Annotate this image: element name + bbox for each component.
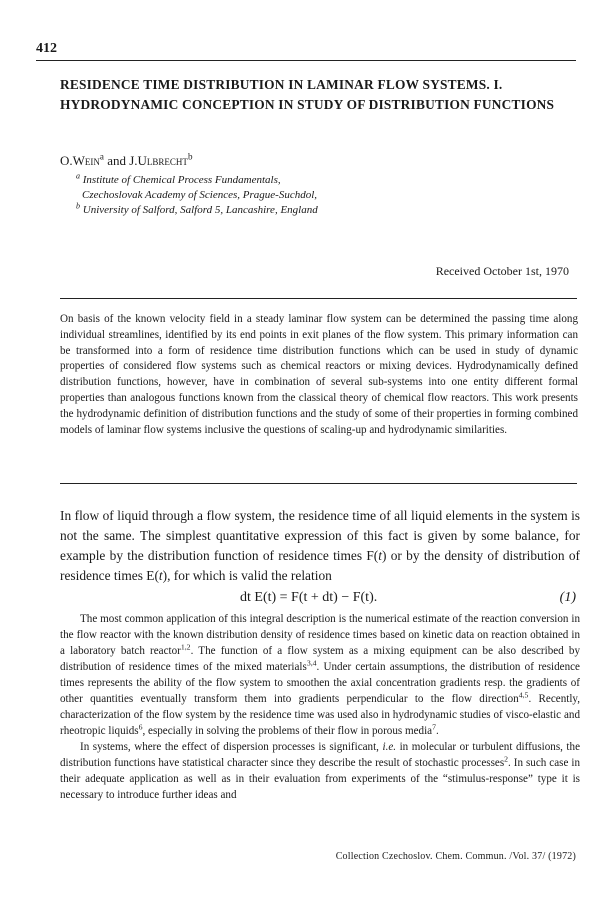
p1-text-a: The most common application of this integral description is the numerical estimate of the reaction conversion in the flow reactor with the known distribution density of residence times based on kinetic data on reaction obtained in a laboratory batch reactor <box>60 613 580 657</box>
journal-footer: Collection Czechoslov. Chem. Commun. /Vol. 37/ (1972) <box>335 851 576 862</box>
intro-var-2: t <box>158 568 163 583</box>
p2-ie: i.e. <box>382 741 397 753</box>
affiliation-a-line1: Institute of Chemical Process Fundamentals, <box>82 174 281 186</box>
author-wein: O.Wein <box>60 153 100 168</box>
affiliation-b-mark: b <box>76 200 80 210</box>
received-date: Received October 1st, 1970 <box>435 264 569 278</box>
author-wein-mark: a <box>99 151 104 162</box>
p2-ref-1: 2 <box>504 754 509 764</box>
abstract-bottom-rule <box>60 483 577 484</box>
p1-text-f: . <box>435 725 439 737</box>
p1-text-d: . Recently, characterization of the flow system by the residence time was used also in hydrodynamic studies of visco-elastic and rheotropic liquids <box>60 693 581 737</box>
p1-ref-3: 4,5 <box>518 690 529 700</box>
intro-text-3: ), for which is valid the relation <box>162 568 332 583</box>
body-paragraph-1 <box>60 611 580 739</box>
affiliations <box>76 173 556 217</box>
p2-text-a: In systems, where the effect of dispersion processes is significant, <box>80 741 383 753</box>
intro-paragraph <box>60 506 580 586</box>
equation-expression: dt E(t) = F(t + dt) − F(t). <box>240 590 378 605</box>
article-title: RESIDENCE TIME DISTRIBUTION IN LAMINAR FLOW SYSTEMS. I. HYDRODYNAMIC CONCEPTION IN STUDY OF DISTRIBUTION FUNCTIONS <box>60 77 555 112</box>
p1-ref-4: 6 <box>138 722 143 732</box>
equation-1 <box>0 590 600 612</box>
author-ulbrecht-mark: b <box>187 151 193 162</box>
abstract-top-rule <box>60 298 577 299</box>
author-ulbrecht: J.Ulbrecht <box>129 153 188 168</box>
p1-ref-5: 7 <box>432 722 436 732</box>
abstract: On basis of the known velocity field in a steady laminar flow system can be determined the passing time along individual streamlines, identified by its end points in exit planes of the flow system. This primary information can be transformed into a form of residence time distribution functions which can be used in study of dynamic properties of considered flow systems such as chemical reactors or mixing devices. Hydrodynamically defined distribution functions, however, have in combination of several sub-systems into one entity different formal properties than analogous functions known from the classical theory of chemical flow reactors. This work presents the hydrodynamic definition of distribution functions and the study of some of their properties in forming combined models of laminar flow systems inclusive the questions of scaling-up and hydrodynamic similarities. <box>60 313 578 436</box>
page-number: 412 <box>36 41 57 56</box>
intro-var-1: t <box>378 548 382 563</box>
p2-text-b: in molecular or turbulent diffusions, the distribution functions have statistical character since they describe the result of stochastic processes <box>60 741 580 769</box>
affiliation-a <box>76 173 556 188</box>
p1-text-c: . Under certain assumptions, the distribution of residence times represents the ability of the flow system to smoothen the axial concentration gradients resp. the gradients of other quantities eventually transform them into gradients perpendicular to the flow direction <box>60 661 580 705</box>
body-paragraph-2 <box>60 739 580 803</box>
p2-text-c: . In such case in their adequate application as well as in their evaluation from experiments of the “stimulus-response” type it is necessary to introduce further ideas and <box>60 757 580 801</box>
affiliation-b-line: University of Salford, Salford 5, Lancashire, England <box>82 203 318 216</box>
author-conjunction: and <box>107 153 126 168</box>
header-rule <box>36 60 576 61</box>
affiliation-a-cont: Czechoslovak Academy of Sciences, Prague-Suchdol, <box>82 188 318 201</box>
author-line <box>60 153 192 169</box>
p1-ref-1: 1,2 <box>180 642 191 652</box>
p1-text-b: . The function of a flow system as a mixing equipment can be also described by distribution of residence times of the mixed materials <box>60 645 580 673</box>
equation-number: (1) <box>559 590 576 605</box>
p1-text-e: , especially in solving the problems of their flow in porous media <box>142 725 433 737</box>
intro-text-1: In flow of liquid through a flow system, the residence time of all liquid elements in the system is not the same. The simplest quantitative expression of this fact is given by some balance, for example by the distribution function of residence times F( <box>60 508 580 563</box>
body-text <box>60 611 580 803</box>
intro-text-2: ) or by the density of distribution of residence times E( <box>60 548 580 583</box>
affiliation-a-mark: a <box>76 171 80 181</box>
p1-ref-2: 3,4 <box>306 658 317 668</box>
affiliation-b <box>76 200 556 218</box>
